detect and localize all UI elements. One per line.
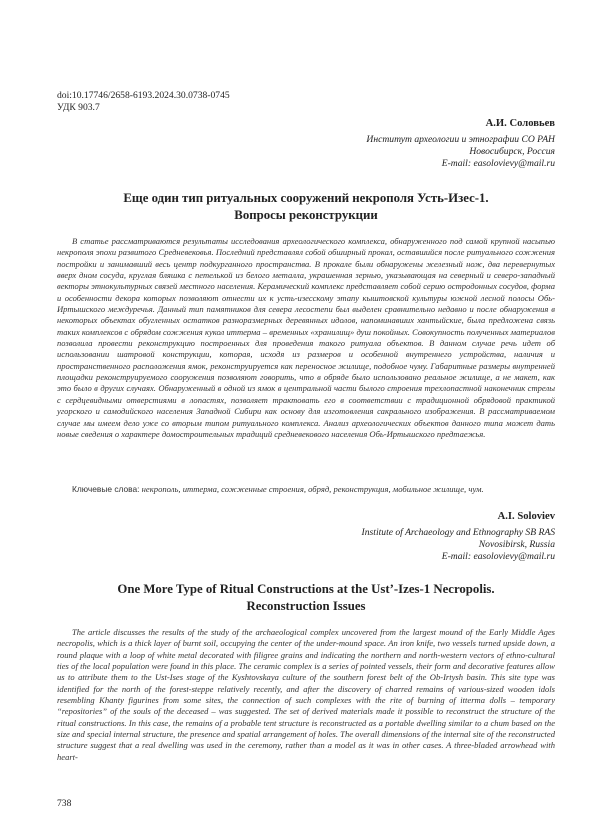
author-email-en: E-mail: easolovievy@mail.ru: [441, 551, 555, 563]
author-block-en: [362, 510, 555, 564]
author-location-en: Novosibirsk, Russia: [478, 539, 555, 551]
keywords-list: некрополь, иттерма, сожженные строения, обряд, реконструкция, мобильное жилище, чум.: [141, 484, 484, 494]
title-line-2-en: Reconstruction Issues: [246, 599, 366, 613]
article-title-en: [57, 581, 555, 615]
author-location-ru: Новосибирск, Россия: [469, 146, 555, 158]
article-title-ru: [57, 190, 555, 224]
author-institution-ru: Институт археологии и этнографии СО РАН: [366, 134, 555, 145]
title-line-1-en: One More Type of Ritual Constructions at the Ust’-Izes-1 Necropolis.: [117, 582, 495, 596]
abstract-text-ru: В статье рассматриваются результаты исследования археологического комплекса, обнаруженного под самой крупной насыпью некрополя эпохи развитого Средневековья. Последний представлял собой обширный прокал, оставшийся после ритуального сожжения постройки и занимавший весь центр подкурганного пространства. В прокале были обнаружены железный нож, два перевернутых вверх дном сосуда, круглая бляшка с петелькой из белого металла, украшенная зернью, указывающая на северный и северо-западный векторы этнокультурных связей местного населения. Керамический комплекс представляет собой серию остродонных сосудов, форма и особенности декора которых позволяют отнести их к усть-изесскому этапу кыштовской культуры южной лесной полосы Обь-Иртышского междуречья. Данный тип памятников для севера лесостепи был выделен сравнительно недавно и после обнаружения в некоторых объектах обугленных остатков разноразмерных деревянных идолов, напоминавших хантыйские, была предложена связь таких комплексов с обрядом сожжения кукол иттерма – временных «хранилищ» душ покойных. Совокупность полученных материалов позволила провести реконструкцию построенных для проведения такого ритуала объектов. В данном случае речь идет об использовании шатровой конструкции, которая, исходя из размеров и особенной внутреннего устройства, наличия и пространственного расположения ямок, реконструируется как переносное жилище, подобное чуму. Габаритные размеры внутренней площадки реконструируемого сооружения позволяют говорить, что в обряде было использовано реальное жилище, а не макет, как это было в других случаях. Обнаруженный в одной из ямок в центральной части былого строения трехлопастной наконечник стрелы с сердцевидными отверстиями в лопастях, позволяет трактовать его в соответствии с традиционной обрядовой практикой угорского и самодийского населения Западной Сибири как основу для изготовления сакрального изображения. В рассматриваемом случае мы имеем дело уже со вторым типом ритуального комплекса. Анализ археологических объектов данного типа может дать новые сведения о характере домостроительных традиций средневекового населения Обь-Иртышского предтаежья.: [57, 236, 555, 439]
udc-code: УДК 903.7: [57, 102, 100, 113]
author-institution-en: Institute of Archaeology and Ethnography SB RAS: [361, 527, 555, 538]
article-meta: [57, 90, 230, 114]
author-name-en: A.I. Soloviev: [497, 511, 555, 522]
page-number: 738: [57, 798, 72, 809]
author-email-ru: E-mail: easolovievy@mail.ru: [441, 158, 555, 170]
title-line-1-ru: Еще один тип ритуальных сооружений некрополя Усть-Изес-1.: [123, 191, 489, 205]
abstract-en: [57, 627, 555, 763]
abstract-text-en: The article discusses the results of the study of the archaeological complex uncovered from the largest mound of the Early Middle Ages necropolis, which is a thick layer of burnt soil, occupying the center of the under-mound space. An iron knife, two vessels turned upside down, a round plaque with a loop of white metal decorated with filigree grains and indicating the northern and north-western vectors of ethno-cultural ties of the local population were found in this place. The ceramic complex is a series of pointed vessels, their form and decorative features allow us to attribute them to the Ust-Ises stage of the Kyshtovskaya culture of the southern forest belt of the Ob-Irtysh basin. This site type was identified for the north of the forest-steppe relatively recently, and after the discovery of charred remains of various-sized wooden idols resembling Khanty figurines from some sites, the connection of such complexes with the rite of burning of itterma dolls – temporary “repositories” of the souls of the deceased – was suggested. The set of derived materials made it possible to reconstruct the structure of the ritual constructions. In this case, the remains of a probable tent structure is reconstructed as a portable dwelling similar to a chum based on the size and special internal structure, the presence and spatial arrangement of holes. The overall dimensions of the internal site of the reconstructed structure suggest that a real dwelling was used in the ceremony, rather than a model as it was in other cases. A three-bladed arrowhead with heart-: [57, 627, 555, 762]
keywords-ru: [57, 484, 555, 495]
author-name-ru: А.И. Соловьев: [485, 118, 555, 129]
author-block-ru: [366, 117, 555, 171]
keywords-label: Ключевые слова:: [72, 484, 140, 494]
title-line-2-ru: Вопросы реконструкции: [234, 208, 378, 222]
abstract-ru: [57, 236, 555, 440]
doi: doi:10.17746/2658-6193.2024.30.0738-0745: [57, 90, 230, 101]
